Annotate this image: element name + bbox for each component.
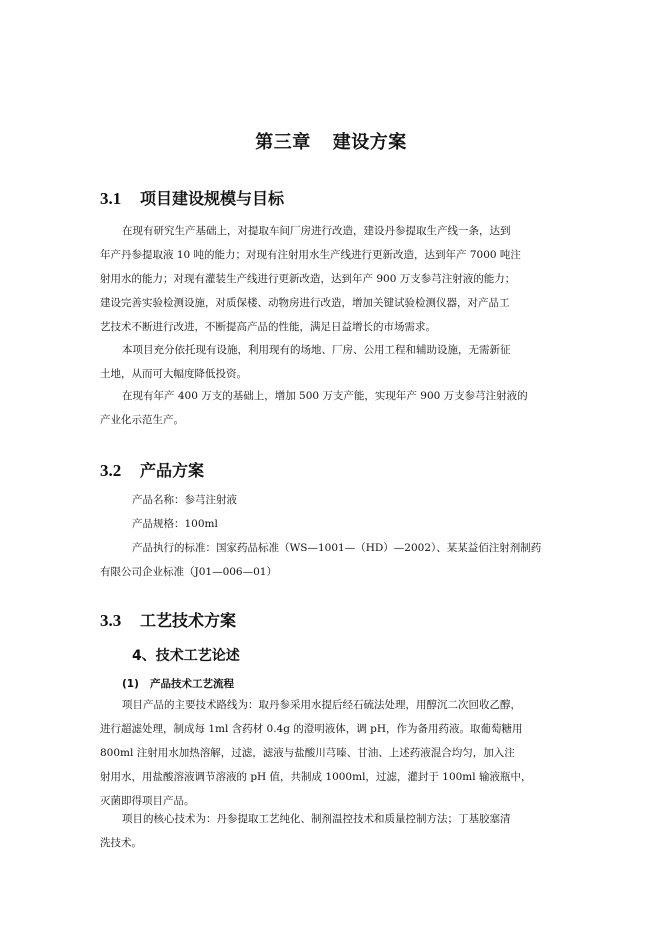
paragraph-3-1-c [100, 384, 562, 432]
section-heading-3-2 [100, 458, 204, 481]
product-info [100, 488, 562, 584]
product-standard-cont: 有限公司企业标准（J01—006—01） [100, 566, 277, 578]
product-spec: 产品规格：100ml [132, 518, 218, 530]
paragraph-3-1-b [100, 338, 562, 386]
text-line: 建设完善实验检测设施，对质保楼、动物房进行改造，增加关键试验检测仪器，对产品工 [100, 297, 510, 309]
section-title: 产品方案 [140, 461, 205, 480]
subsubsection-title: 产品技术工艺流程 [150, 678, 234, 690]
paragraph-3-3-b [100, 807, 562, 855]
text-line: 在现有年产 400 万支的基础上，增加 500 万支产能，实现年产 900 万支参芎注射液的 [122, 390, 528, 402]
subsubsection-heading [122, 676, 234, 691]
section-number: 3.1 [100, 189, 122, 208]
text-line: 灭菌即得项目产品。 [100, 795, 195, 807]
chapter-title [0, 128, 662, 154]
section-heading-3-3 [100, 608, 236, 631]
text-line: 在现有研究生产基础上，对提取车间厂房进行改造，建设丹参提取生产线一条，达到 [122, 225, 511, 237]
product-standard: 产品执行的标准：国家药品标准（WS—1001—（HD）—2002）、某某益佰注射剂制药 [132, 542, 542, 554]
section-number: 3.3 [100, 611, 122, 630]
chapter-prefix: 第三章 [255, 132, 311, 153]
section-heading-3-1 [100, 186, 284, 209]
text-line: 项目的核心技术为：丹参提取工艺纯化、制剂温控技术和质量控制方法；丁基胶塞清 [122, 813, 511, 825]
text-line: 洗技术。 [100, 837, 142, 849]
text-line: 年产丹参提取液 10 吨的能力；对现有注射用水生产线进行更新改造，达到年产 7000 吨注 [100, 249, 521, 261]
text-line: 项目产品的主要技术路线为：取丹参采用水提后经石硫法处理，用醇沉二次回收乙醇， [122, 699, 521, 711]
text-line: 进行超滤处理，制成每 1ml 含药材 0.4g 的澄明液体，调 pH，作为备用药液。取葡萄糖用 [100, 723, 523, 735]
product-name: 产品名称：参芎注射液 [132, 494, 237, 506]
paragraph-3-3-a [100, 693, 562, 813]
text-line: 射用水的能力；对现有灌装生产线进行更新改造，达到年产 900 万支参芎注射液的能力； [100, 273, 516, 285]
text-line: 艺技术不断进行改进，不断提高产品的性能，满足日益增长的市场需求。 [100, 321, 436, 333]
text-line: 土地，从而可大幅度降低投资。 [100, 368, 247, 380]
text-line: 产业化示范生产。 [100, 414, 184, 426]
paragraph-3-1-a [100, 219, 562, 339]
text-line: 本项目充分依托现有设施，利用现有的场地、厂房、公用工程和辅助设施，无需新征 [122, 344, 511, 356]
section-title: 项目建设规模与目标 [140, 189, 285, 208]
subsection-heading: 4、技术工艺论述 [132, 648, 240, 664]
section-number: 3.2 [100, 461, 122, 480]
chapter-name: 建设方案 [332, 132, 407, 153]
section-title: 工艺技术方案 [140, 611, 237, 630]
text-line: 800ml 注射用水加热溶解，过滤，滤液与盐酸川芎嗪、甘油、上述药液混合均匀，加入注 [100, 747, 515, 759]
subsubsection-number: (1) [122, 678, 139, 690]
text-line: 射用水，用盐酸溶液调节溶液的 pH 值，共制成 1000ml，过滤，灌封于 100ml 输液瓶中， [100, 771, 532, 783]
